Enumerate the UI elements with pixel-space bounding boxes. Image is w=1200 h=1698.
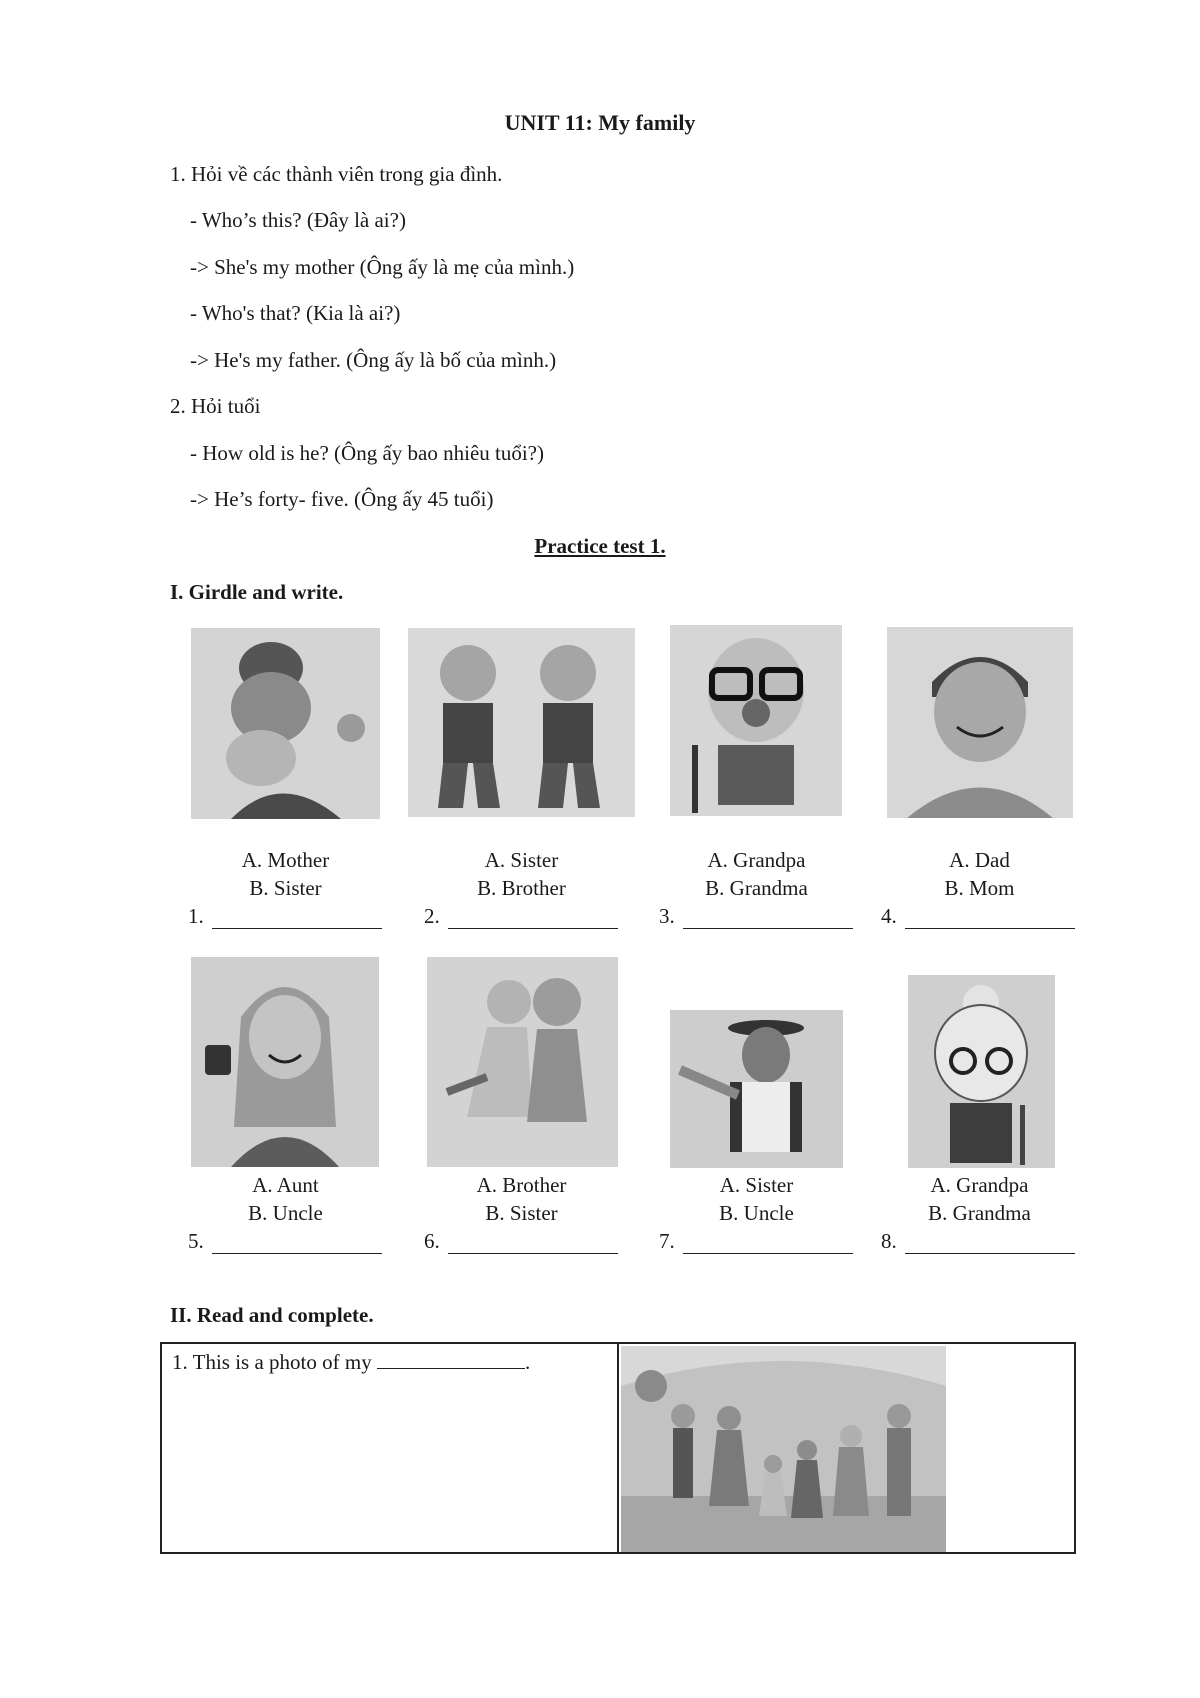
item-number: 7.: [659, 1229, 675, 1253]
item-number: 2.: [424, 904, 440, 928]
item-number: 4.: [881, 904, 897, 928]
grandma-image: [908, 975, 1055, 1168]
grammar-heading-1: 1. Hỏi về các thành viên trong gia đình.: [170, 162, 503, 186]
answer-blank[interactable]: [212, 928, 382, 929]
practice-title: Practice test 1.: [534, 534, 666, 558]
option-a[interactable]: A. Aunt: [252, 1173, 319, 1197]
question-1-text: 1. This is a photo of my: [172, 1350, 372, 1374]
family-photo-image: [621, 1346, 946, 1552]
uncle-image: [670, 1010, 843, 1168]
answer-blank[interactable]: [683, 928, 853, 929]
option-b[interactable]: B. Uncle: [248, 1201, 323, 1225]
option-b[interactable]: B. Mom: [944, 876, 1015, 900]
answer-blank[interactable]: [377, 1368, 525, 1369]
answer-blank[interactable]: [212, 1253, 382, 1254]
option-b[interactable]: B. Sister: [485, 1201, 558, 1225]
option-a[interactable]: A. Dad: [949, 848, 1010, 872]
item-7-options: [662, 1171, 851, 1227]
image-cell: [618, 1343, 1075, 1553]
answer-blank[interactable]: [448, 928, 618, 929]
option-a[interactable]: A. Grandpa: [707, 848, 806, 872]
read-complete-table: [160, 1342, 1076, 1554]
option-b[interactable]: B. Uncle: [719, 1201, 794, 1225]
option-b[interactable]: B. Sister: [249, 876, 322, 900]
item-8-options: [885, 1171, 1074, 1227]
mother-baby-image: [191, 628, 380, 819]
item-number: 5.: [188, 1229, 204, 1253]
grammar-line: - How old is he? (Ông ấy bao nhiêu tuổi?): [190, 441, 544, 465]
grammar-heading-2: 2. Hỏi tuổi: [170, 394, 261, 418]
aunt-image: [191, 957, 379, 1167]
item-4-options: [885, 846, 1074, 902]
page-title: UNIT 11: My family: [504, 110, 696, 135]
section-1-heading: I. Girdle and write.: [170, 580, 344, 604]
grandpa-image: [670, 625, 842, 816]
option-a[interactable]: A. Brother: [476, 1173, 567, 1197]
item-3-options: [662, 846, 851, 902]
answer-blank[interactable]: [448, 1253, 618, 1254]
item-number: 3.: [659, 904, 675, 928]
item-number: 8.: [881, 1229, 897, 1253]
option-a[interactable]: A. Mother: [241, 848, 330, 872]
option-b[interactable]: B. Brother: [477, 876, 566, 900]
question-1: [162, 1344, 617, 1375]
item-number: 6.: [424, 1229, 440, 1253]
brothers-image: [408, 628, 635, 817]
question-cell: [161, 1343, 618, 1553]
grammar-line: -> He’s forty- five. (Ông ấy 45 tuổi): [190, 487, 494, 511]
grammar-line: - Who’s this? (Đây là ai?): [190, 208, 406, 232]
item-5-options: [191, 1171, 380, 1227]
section-2-heading: II. Read and complete.: [170, 1303, 374, 1327]
answer-blank[interactable]: [683, 1253, 853, 1254]
item-number: 1.: [188, 904, 204, 928]
option-a[interactable]: A. Sister: [719, 1173, 794, 1197]
option-b[interactable]: B. Grandma: [705, 876, 808, 900]
grammar-line: -> She's my mother (Ông ấy là mẹ của mình.): [190, 255, 575, 279]
option-a[interactable]: A. Grandpa: [930, 1173, 1029, 1197]
sisters-image: [427, 957, 618, 1167]
option-b[interactable]: B. Grandma: [928, 1201, 1031, 1225]
grammar-line: -> He's my father. (Ông ấy là bố của mình.): [190, 348, 557, 372]
answer-blank[interactable]: [905, 1253, 1075, 1254]
item-1-options: [191, 846, 380, 902]
grammar-line: - Who's that? (Kia là ai?): [190, 301, 401, 325]
answer-blank[interactable]: [905, 928, 1075, 929]
option-a[interactable]: A. Sister: [484, 848, 559, 872]
item-2-options: [427, 846, 616, 902]
item-6-options: [427, 1171, 616, 1227]
dad-image: [887, 627, 1073, 818]
question-1-period: .: [524, 1350, 531, 1374]
